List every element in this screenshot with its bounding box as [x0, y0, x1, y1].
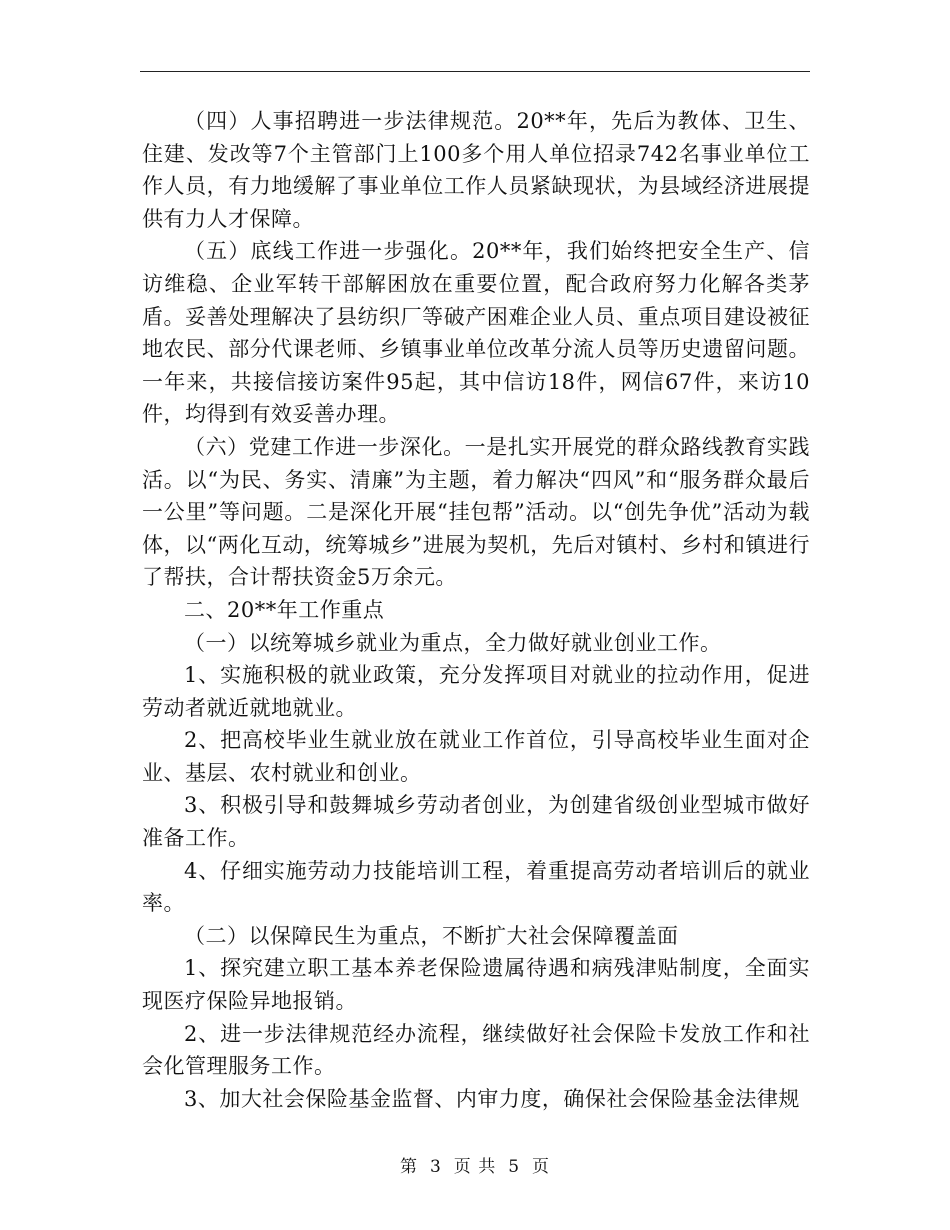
list-item: 2、把高校毕业生就业放在就业工作首位，引导高校毕业生面对企业、基层、农村就业和创业。 [142, 728, 810, 785]
list-item: 4、仔细实施劳动力技能培训工程，着重提高劳动者培训后的就业率。 [142, 858, 810, 916]
list-item: 2、进一步法律规范经办流程，继续做好社会保险卡发放工作和社会化管理服务工作。 [142, 1021, 810, 1079]
list-item: 1、探究建立职工基本养老保险遗属待遇和病残津贴制度，全面实现医疗保险异地报销。 [142, 956, 810, 1014]
footer-suffix: 页 [532, 1157, 551, 1177]
document-body [142, 105, 810, 1115]
list-item: 1、实施积极的就业政策，充分发挥项目对就业的拉动作用，促进劳动者就近就地就业。 [142, 663, 810, 720]
subheading-employment: （一）以统筹城乡就业为重点，全力做好就业创业工作。 [184, 630, 722, 655]
page-footer [0, 1152, 950, 1177]
list-item: 3、积极引导和鼓舞城乡劳动者创业，为创建省级创业型城市做好准备工作。 [142, 793, 810, 851]
header-rule [140, 71, 810, 72]
list-item: 3、加大社会保险基金监督、内审力度，确保社会保险基金法律规 [184, 1086, 800, 1111]
footer-prefix: 第 [399, 1157, 418, 1177]
paragraph-hr-recruitment: （四）人事招聘进一步法律规范。20**年，先后为教体、卫生、住建、发改等7个主管部门上100多个用人单位招录742名事业单位工作人员，有力地缓解了事业单位工作人员紧缺现状，为县域经济进展提供有力人才保障。 [142, 109, 810, 231]
total-pages-number: 5 [508, 1157, 521, 1177]
subheading-social-security: （二）以保障民生为重点，不断扩大社会保障覆盖面 [184, 923, 679, 948]
section-heading-work-focus: 二、20**年工作重点 [184, 597, 385, 622]
footer-middle: 页 共 [453, 1157, 497, 1177]
current-page-number: 3 [429, 1157, 442, 1177]
paragraph-bottom-line-work: （五）底线工作进一步强化。20**年，我们始终把安全生产、信访维稳、企业军转干部解困放在重要位置，配合政府努力化解各类茅盾。妥善处理解决了县纺织厂等破产困难企业人员、重点项目建设被征地农民、部分代课老师、乡镇事业单位改革分流人员等历史遗留问题。一年来，共接信接访案件95起，其中信访18件，网信67件，来访10件，均得到有效妥善办理。 [142, 239, 810, 427]
paragraph-party-building: （六）党建工作进一步深化。一是扎实开展党的群众路线教育实践活。以“为民、务实、清廉”为主题，着力解决“四风”和“服务群众最后一公里”等问题。二是深化开展“挂包帮”活动。以“创先争优”活动为载体，以“两化互动，统筹城乡”进展为契机，先后对镇村、乡村和镇进行了帮扶，合计帮扶资金5万余元。 [142, 434, 810, 590]
